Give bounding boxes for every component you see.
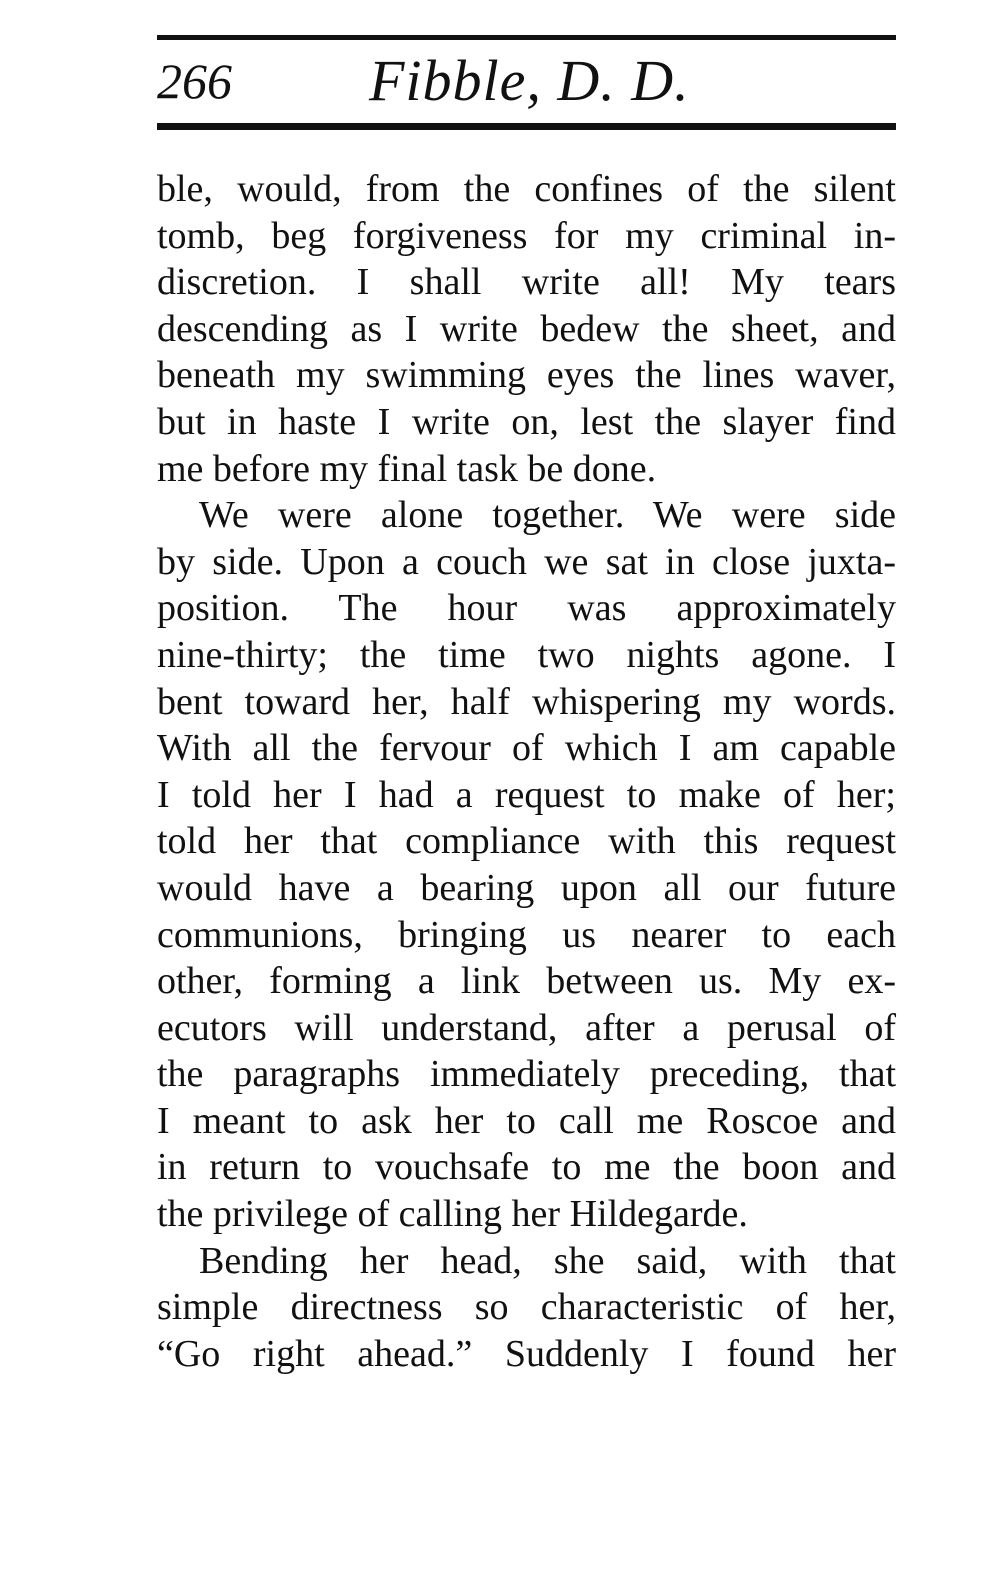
text-line: nine-thirty; the time two nights agone. I (157, 633, 896, 676)
page-number: 266 (157, 53, 232, 109)
header-bottom-rule (157, 123, 896, 130)
text-line: me before my final task be done. (157, 447, 657, 490)
text-line: simple directness so characteristic of her, (157, 1286, 896, 1329)
text-line: We were alone together. We were side (199, 494, 896, 537)
text-line: but in haste I write on, lest the slayer find (157, 400, 896, 443)
paragraph (157, 492, 896, 1238)
text-line: tomb, beg forgiveness for my criminal in- (157, 214, 896, 257)
text-line: ecutors will understand, after a perusal of (157, 1006, 896, 1049)
text-line: the privilege of calling her Hildegarde. (157, 1193, 748, 1236)
running-head (157, 44, 896, 118)
body-text (157, 166, 896, 1377)
text-line: position. The hour was approximately (157, 587, 896, 630)
text-line: bent toward her, half whispering my words. (157, 680, 896, 723)
text-line: With all the fervour of which I am capable (157, 727, 896, 770)
text-line: other, forming a link between us. My ex- (157, 960, 896, 1003)
text-line: in return to vouchsafe to me the boon and (157, 1146, 896, 1189)
paragraph (157, 166, 896, 492)
text-line: descending as I write bedew the sheet, and (157, 307, 896, 350)
running-title: Fibble, D. D. (369, 48, 690, 113)
paragraph (157, 1238, 896, 1378)
text-line: discretion. I shall write all! My tears (157, 261, 896, 304)
text-line: ble, would, from the confines of the silent (157, 168, 896, 210)
text-line: I meant to ask her to call me Roscoe and (157, 1099, 896, 1142)
text-line: beneath my swimming eyes the lines waver, (157, 354, 896, 397)
text-line: communions, bringing us nearer to each (157, 913, 896, 956)
text-line: the paragraphs immediately preceding, that (157, 1053, 896, 1096)
header-top-rule (157, 35, 896, 40)
text-line: told her that compliance with this request (157, 820, 896, 863)
text-line: Bending her head, she said, with that (199, 1239, 896, 1282)
text-line: by side. Upon a couch we sat in close juxta- (157, 540, 896, 583)
text-line: would have a bearing upon all our future (157, 866, 896, 909)
text-line: “Go right ahead.” Suddenly I found her (157, 1332, 896, 1375)
text-line: I told her I had a request to make of her; (157, 773, 896, 816)
